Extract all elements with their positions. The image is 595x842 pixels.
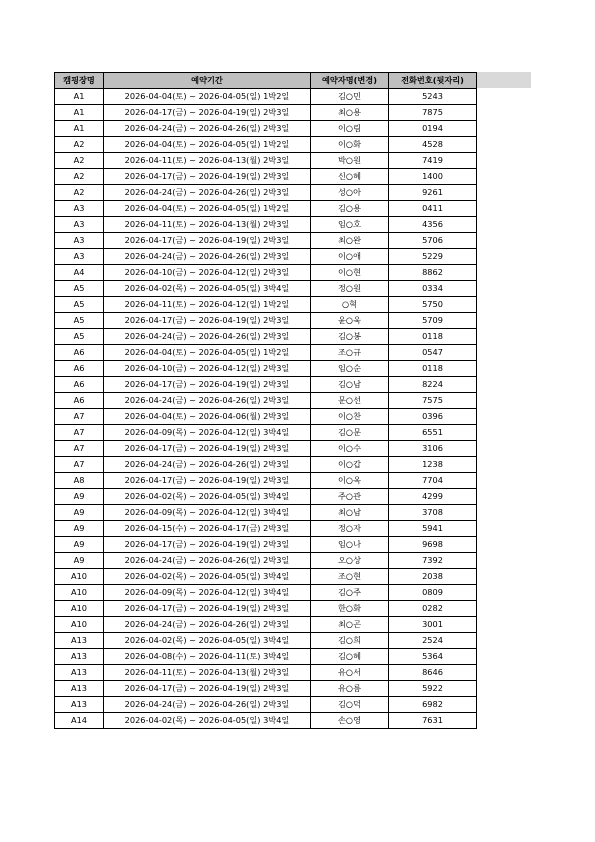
cell-name: 이○림: [311, 121, 389, 137]
cell-name: 김○주: [311, 585, 389, 601]
cell-period: 2026-04-17(금) ~ 2026-04-19(일) 2박3일: [104, 377, 311, 393]
cell-campsite: A9: [55, 505, 104, 521]
table-row: [55, 233, 477, 249]
cell-phone: 2524: [389, 633, 477, 649]
cell-phone: 0118: [389, 361, 477, 377]
cell-phone: 5364: [389, 649, 477, 665]
cell-campsite: A1: [55, 89, 104, 105]
cell-name: 오○상: [311, 553, 389, 569]
cell-name: 문○선: [311, 393, 389, 409]
cell-name: 한○화: [311, 601, 389, 617]
cell-name: 박○원: [311, 153, 389, 169]
cell-name: 정○원: [311, 281, 389, 297]
cell-campsite: A3: [55, 217, 104, 233]
cell-period: 2026-04-15(수) ~ 2026-04-17(금) 2박3일: [104, 521, 311, 537]
cell-period: 2026-04-10(금) ~ 2026-04-12(일) 2박3일: [104, 361, 311, 377]
cell-campsite: A6: [55, 361, 104, 377]
table-row: [55, 601, 477, 617]
cell-name: 임○나: [311, 537, 389, 553]
cell-name: 유○서: [311, 665, 389, 681]
cell-campsite: A7: [55, 409, 104, 425]
cell-campsite: A2: [55, 185, 104, 201]
cell-campsite: A9: [55, 521, 104, 537]
cell-phone: 0809: [389, 585, 477, 601]
cell-period: 2026-04-11(토) ~ 2026-04-13(월) 2박3일: [104, 665, 311, 681]
table-row: [55, 249, 477, 265]
table-row: [55, 313, 477, 329]
header-fill-extension: [476, 72, 531, 88]
cell-campsite: A7: [55, 425, 104, 441]
cell-campsite: A13: [55, 633, 104, 649]
cell-name: 이○현: [311, 265, 389, 281]
cell-phone: 4356: [389, 217, 477, 233]
cell-phone: 6982: [389, 697, 477, 713]
cell-phone: 3106: [389, 441, 477, 457]
cell-campsite: A1: [55, 105, 104, 121]
cell-campsite: A9: [55, 537, 104, 553]
cell-campsite: A14: [55, 713, 104, 729]
cell-campsite: A3: [55, 233, 104, 249]
cell-period: 2026-04-10(금) ~ 2026-04-12(일) 2박3일: [104, 265, 311, 281]
cell-campsite: A13: [55, 681, 104, 697]
cell-name: 임○호: [311, 217, 389, 233]
header-period: 예약기간: [104, 73, 311, 89]
cell-phone: 0334: [389, 281, 477, 297]
table-row: [55, 585, 477, 601]
cell-name: 김○문: [311, 425, 389, 441]
table-row: [55, 185, 477, 201]
cell-campsite: A6: [55, 393, 104, 409]
cell-phone: 7631: [389, 713, 477, 729]
cell-campsite: A9: [55, 489, 104, 505]
cell-period: 2026-04-02(목) ~ 2026-04-05(일) 3박4일: [104, 569, 311, 585]
cell-phone: 3708: [389, 505, 477, 521]
cell-campsite: A2: [55, 169, 104, 185]
table-row: [55, 345, 477, 361]
cell-period: 2026-04-24(금) ~ 2026-04-26(일) 2박3일: [104, 185, 311, 201]
cell-period: 2026-04-24(금) ~ 2026-04-26(일) 2박3일: [104, 249, 311, 265]
cell-period: 2026-04-17(금) ~ 2026-04-19(일) 2박3일: [104, 537, 311, 553]
cell-campsite: A10: [55, 617, 104, 633]
cell-period: 2026-04-17(금) ~ 2026-04-19(일) 2박3일: [104, 313, 311, 329]
cell-phone: 0411: [389, 201, 477, 217]
cell-campsite: A3: [55, 201, 104, 217]
cell-period: 2026-04-17(금) ~ 2026-04-19(일) 2박3일: [104, 681, 311, 697]
cell-period: 2026-04-04(토) ~ 2026-04-06(월) 2박3일: [104, 409, 311, 425]
table-row: [55, 553, 477, 569]
cell-period: 2026-04-02(목) ~ 2026-04-05(일) 3박4일: [104, 633, 311, 649]
cell-phone: 4299: [389, 489, 477, 505]
header-row: [55, 73, 477, 89]
cell-name: 김○민: [311, 89, 389, 105]
cell-phone: 0118: [389, 329, 477, 345]
table-row: [55, 89, 477, 105]
cell-name: 최○곤: [311, 617, 389, 633]
cell-phone: 7875: [389, 105, 477, 121]
cell-phone: 0396: [389, 409, 477, 425]
cell-phone: 7419: [389, 153, 477, 169]
cell-campsite: A6: [55, 377, 104, 393]
cell-period: 2026-04-11(토) ~ 2026-04-13(월) 2박3일: [104, 217, 311, 233]
table-row: [55, 473, 477, 489]
cell-name: 이○찬: [311, 409, 389, 425]
cell-name: 이○수: [311, 441, 389, 457]
cell-period: 2026-04-02(목) ~ 2026-04-05(일) 3박4일: [104, 713, 311, 729]
cell-campsite: A7: [55, 457, 104, 473]
cell-phone: 5709: [389, 313, 477, 329]
cell-name: 이○갑: [311, 457, 389, 473]
table-row: [55, 297, 477, 313]
cell-period: 2026-04-24(금) ~ 2026-04-26(일) 2박3일: [104, 697, 311, 713]
cell-campsite: A10: [55, 569, 104, 585]
cell-phone: 9261: [389, 185, 477, 201]
cell-phone: 1238: [389, 457, 477, 473]
cell-name: 김○남: [311, 377, 389, 393]
table-row: [55, 217, 477, 233]
cell-name: 손○영: [311, 713, 389, 729]
cell-name: 김○희: [311, 633, 389, 649]
cell-campsite: A10: [55, 601, 104, 617]
cell-campsite: A13: [55, 649, 104, 665]
cell-name: 이○옥: [311, 473, 389, 489]
cell-phone: 5922: [389, 681, 477, 697]
cell-campsite: A9: [55, 553, 104, 569]
cell-period: 2026-04-04(토) ~ 2026-04-05(일) 1박2일: [104, 201, 311, 217]
reservation-table: [54, 72, 477, 729]
cell-campsite: A5: [55, 329, 104, 345]
table-row: [55, 569, 477, 585]
cell-period: 2026-04-17(금) ~ 2026-04-19(일) 2박3일: [104, 441, 311, 457]
table-row: [55, 425, 477, 441]
cell-name: 임○순: [311, 361, 389, 377]
cell-phone: 2038: [389, 569, 477, 585]
cell-name: 최○남: [311, 505, 389, 521]
cell-campsite: A5: [55, 313, 104, 329]
table-row: [55, 393, 477, 409]
cell-period: 2026-04-04(토) ~ 2026-04-05(일) 1박2일: [104, 345, 311, 361]
cell-phone: 3001: [389, 617, 477, 633]
table-row: [55, 281, 477, 297]
cell-name: 김○혜: [311, 649, 389, 665]
table-row: [55, 489, 477, 505]
cell-phone: 7704: [389, 473, 477, 489]
cell-period: 2026-04-02(목) ~ 2026-04-05(일) 3박4일: [104, 281, 311, 297]
cell-period: 2026-04-17(금) ~ 2026-04-19(일) 2박3일: [104, 601, 311, 617]
table-row: [55, 169, 477, 185]
table-row: [55, 137, 477, 153]
cell-period: 2026-04-09(목) ~ 2026-04-12(일) 3박4일: [104, 505, 311, 521]
table-row: [55, 361, 477, 377]
table-row: [55, 713, 477, 729]
cell-campsite: A10: [55, 585, 104, 601]
table-row: [55, 521, 477, 537]
cell-phone: 7392: [389, 553, 477, 569]
table-row: [55, 409, 477, 425]
table-row: [55, 665, 477, 681]
cell-campsite: A5: [55, 297, 104, 313]
table-row: [55, 649, 477, 665]
table-row: [55, 617, 477, 633]
table-row: [55, 265, 477, 281]
cell-name: 유○름: [311, 681, 389, 697]
cell-phone: 7575: [389, 393, 477, 409]
cell-campsite: A1: [55, 121, 104, 137]
cell-period: 2026-04-24(금) ~ 2026-04-26(일) 2박3일: [104, 329, 311, 345]
cell-campsite: A4: [55, 265, 104, 281]
header-name: 예약자명(변경): [311, 73, 389, 89]
table-body: [55, 89, 477, 729]
cell-period: 2026-04-17(금) ~ 2026-04-19(일) 2박3일: [104, 473, 311, 489]
table-row: [55, 441, 477, 457]
cell-period: 2026-04-24(금) ~ 2026-04-26(일) 2박3일: [104, 457, 311, 473]
cell-period: 2026-04-11(토) ~ 2026-04-12(일) 1박2일: [104, 297, 311, 313]
cell-phone: 1400: [389, 169, 477, 185]
cell-period: 2026-04-04(토) ~ 2026-04-05(일) 1박2일: [104, 89, 311, 105]
cell-period: 2026-04-09(목) ~ 2026-04-12(일) 3박4일: [104, 425, 311, 441]
cell-phone: 5706: [389, 233, 477, 249]
cell-campsite: A2: [55, 137, 104, 153]
table-row: [55, 377, 477, 393]
cell-phone: 5229: [389, 249, 477, 265]
cell-period: 2026-04-17(금) ~ 2026-04-19(일) 2박3일: [104, 105, 311, 121]
table-row: [55, 457, 477, 473]
header-phone: 전화번호(뒷자리): [389, 73, 477, 89]
table-row: [55, 537, 477, 553]
cell-phone: 0547: [389, 345, 477, 361]
table-row: [55, 697, 477, 713]
cell-campsite: A2: [55, 153, 104, 169]
cell-name: 윤○욱: [311, 313, 389, 329]
cell-period: 2026-04-24(금) ~ 2026-04-26(일) 2박3일: [104, 553, 311, 569]
table-row: [55, 201, 477, 217]
cell-name: 최○완: [311, 233, 389, 249]
table-row: [55, 153, 477, 169]
cell-period: 2026-04-17(금) ~ 2026-04-19(일) 2박3일: [104, 233, 311, 249]
cell-campsite: A13: [55, 665, 104, 681]
cell-name: 신○혜: [311, 169, 389, 185]
cell-phone: 8646: [389, 665, 477, 681]
cell-name: 김○봉: [311, 329, 389, 345]
cell-name: 조○규: [311, 345, 389, 361]
table-row: [55, 505, 477, 521]
cell-period: 2026-04-24(금) ~ 2026-04-26(일) 2박3일: [104, 393, 311, 409]
cell-name: 이○화: [311, 137, 389, 153]
cell-name: 정○자: [311, 521, 389, 537]
cell-campsite: A3: [55, 249, 104, 265]
cell-name: 성○아: [311, 185, 389, 201]
cell-phone: 6551: [389, 425, 477, 441]
cell-name: 최○용: [311, 105, 389, 121]
cell-name: 김○용: [311, 201, 389, 217]
table-row: [55, 105, 477, 121]
cell-name: 주○관: [311, 489, 389, 505]
reservation-sheet: [54, 72, 477, 729]
header-campsite: 캠핑장명: [55, 73, 104, 89]
cell-name: 김○덕: [311, 697, 389, 713]
table-row: [55, 329, 477, 345]
cell-period: 2026-04-02(목) ~ 2026-04-05(일) 3박4일: [104, 489, 311, 505]
cell-campsite: A5: [55, 281, 104, 297]
cell-period: 2026-04-24(금) ~ 2026-04-26(일) 2박3일: [104, 121, 311, 137]
cell-phone: 9698: [389, 537, 477, 553]
cell-phone: 0282: [389, 601, 477, 617]
cell-name: ○혁: [311, 297, 389, 313]
cell-period: 2026-04-08(수) ~ 2026-04-11(토) 3박4일: [104, 649, 311, 665]
cell-campsite: A7: [55, 441, 104, 457]
cell-name: 이○애: [311, 249, 389, 265]
cell-period: 2026-04-17(금) ~ 2026-04-19(일) 2박3일: [104, 169, 311, 185]
cell-campsite: A6: [55, 345, 104, 361]
cell-campsite: A8: [55, 473, 104, 489]
cell-phone: 8862: [389, 265, 477, 281]
cell-phone: 5243: [389, 89, 477, 105]
cell-phone: 0194: [389, 121, 477, 137]
table-row: [55, 633, 477, 649]
cell-period: 2026-04-24(금) ~ 2026-04-26(일) 2박3일: [104, 617, 311, 633]
cell-period: 2026-04-11(토) ~ 2026-04-13(월) 2박3일: [104, 153, 311, 169]
cell-period: 2026-04-09(목) ~ 2026-04-12(일) 3박4일: [104, 585, 311, 601]
cell-campsite: A13: [55, 697, 104, 713]
cell-phone: 5941: [389, 521, 477, 537]
cell-phone: 4528: [389, 137, 477, 153]
cell-name: 조○현: [311, 569, 389, 585]
cell-phone: 5750: [389, 297, 477, 313]
table-row: [55, 681, 477, 697]
table-row: [55, 121, 477, 137]
cell-period: 2026-04-04(토) ~ 2026-04-05(일) 1박2일: [104, 137, 311, 153]
cell-phone: 8224: [389, 377, 477, 393]
